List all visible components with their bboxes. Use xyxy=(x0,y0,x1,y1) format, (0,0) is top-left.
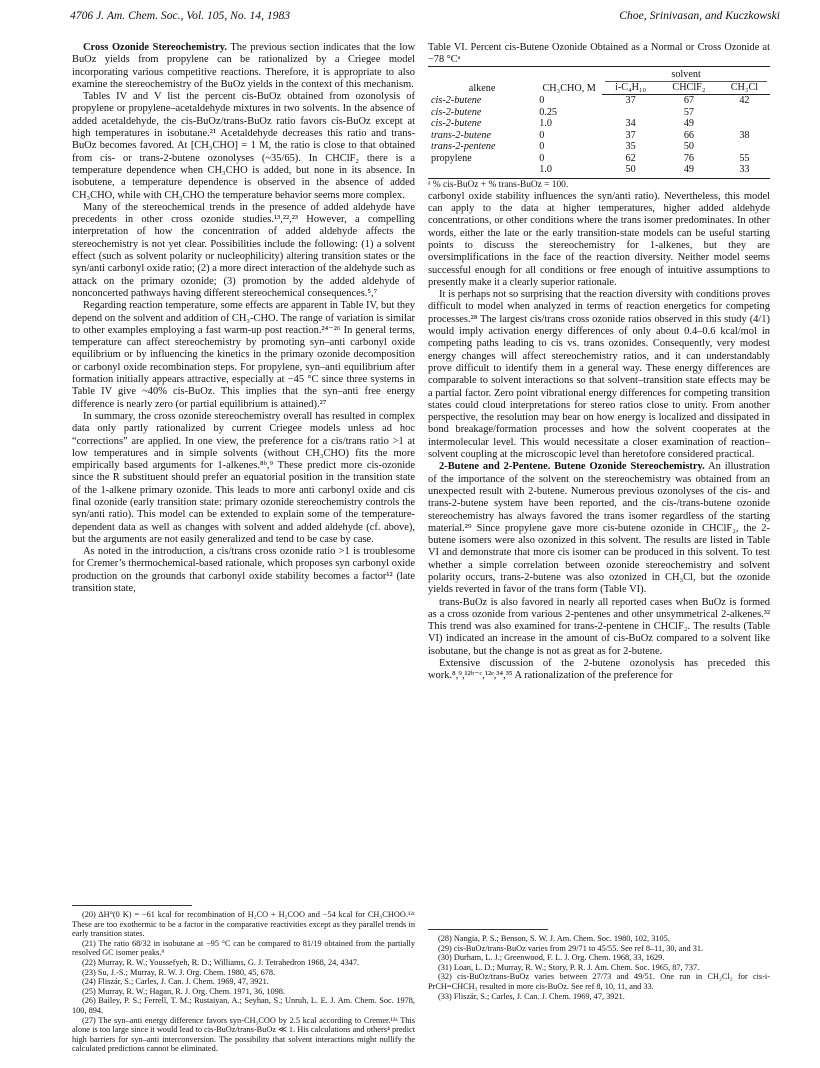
cell: cis-2-butene xyxy=(431,118,482,129)
footnote: (32) cis-BuOz/trans-BuOz varies between 27/73 and 49/51. One run in CH₂Cl₂ for cis-i-PrCH=CHCH₃ resulted in more cis-BuOz. See ref 8, 10, 11, and 33. xyxy=(428,972,770,991)
col-ch3cho: CH₃CHO, M xyxy=(536,67,602,95)
cell: 49 xyxy=(683,118,694,129)
paragraph-text: An illustration of the importance of the solvent on the stereochemistry was obtained from an unexpected result with 2-butene. Numerous previous ozonolyses of the cis- and trans-2-butene system have been reported, and the cis-/trans-butene ozonide stereochemistry has always favored the trans isomer regardless of the starting material.²⁹ Since propylene gave more cis-butene ozonide in CHClF₂, the 2-butene isomers were also ozonized in this solvent. The results are listed in Table VI and demonstrate that more cis isomer can be produced in this solvent. To test whether a simple correlation between ozonide stereochemistry and solvent polarity occurs, trans-2-butene was also ozonized in CH₃Cl, but the ozonide yields reverted in favor of the trans form (Table VI). xyxy=(428,461,771,596)
header-authors: Choe, Srinivasan, and Kuczkowski xyxy=(619,9,780,22)
table-footnote: ᵃ % cis-BuOz + % trans-BuOz = 100. xyxy=(428,179,569,190)
cell: 33 xyxy=(719,164,770,178)
cell: 0.25 xyxy=(539,106,558,118)
cell: cis-2-butene xyxy=(431,95,482,106)
table-row xyxy=(428,107,770,119)
footnote: (21) The ratio 68/32 in isobutane at −95 °C can be compared to 81/19 obtained from the partially resolved GC isomer peaks.⁹ xyxy=(72,938,415,958)
cell xyxy=(719,107,770,119)
cell xyxy=(719,141,770,153)
cell: 57 xyxy=(683,106,694,118)
cell: trans-2-butene xyxy=(431,129,491,141)
paragraph: As noted in the introduction, a cis/trans cross ozonide ratio >1 is troublesome for Cremer’s thermochemical-based rationale, which proposes syn carbonyl oxide production on the grounds that carbonyl oxide stability becomes a factor¹² (late transition state, xyxy=(72,546,415,595)
paragraph: In summary, the cross ozonide stereochemistry overall has resulted in complex data only partly rationalized by current Criegee models unless ad hoc “corrections” are applied. In one view, the preference for a cis/trans ratio >1 at low temperatures and in simple solvents (without CH₃CHO) fits the more empirically based arguments for 1-alkenes.⁸ᵇ,⁹ These predict more cis-ozonide since the R substituent should prefer an equatorial position in the transition state of the 1-alkene primary ozonide. This leads to more anti carbonyl oxide and cis final ozonide (early transition state: primary ozonide stereochemistry controls the syn/anti ratio). This model can be extended to explain some of the temperature-dependent data as well as changes with solvent and added aldehyde (cf. above), but the arguments are not easily generalized and tend to be case by case. xyxy=(72,410,415,545)
cell: 55 xyxy=(739,152,750,164)
table-row xyxy=(428,141,770,153)
paragraph: Extensive discussion of the 2-butene ozonolysis has preceded this work.⁸,⁹,¹²ᵇ⁻ᶜ,¹²ᵉ,³⁴,³⁵ A rationalization of the preference for xyxy=(428,658,770,682)
cell: 0 xyxy=(539,141,545,152)
footnote: (23) Su, J.-S.; Murray, R. W. J. Org. Chem. 1980, 45, 678. xyxy=(82,967,276,977)
cell: 42 xyxy=(739,95,750,106)
cell: 1.0 xyxy=(539,118,552,129)
cell: 50 xyxy=(602,164,659,178)
footnote: (20) ΔH°(0 K) = −61 kcal for recombination of H₂CO + H₂COO and −54 kcal for CH₃CHOO.¹²ᶜ These are too exothermic to be a factor in the comparative reactivities except as they parallel trends in early transition states. xyxy=(72,910,415,939)
footnote: (26) Bailey, P. S.; Ferrell, T. M.; Rustaiyan, A.; Seyhan, S.; Unruh, L. E. J. Am. Chem. Soc. 1978, 100, 894. xyxy=(72,996,415,1015)
table-row xyxy=(428,95,770,107)
header-citation: 4706 J. Am. Chem. Soc., Vol. 105, No. 14, 1983 xyxy=(70,9,291,22)
paragraph xyxy=(72,42,415,91)
cell: 0 xyxy=(539,129,545,141)
cell: 67 xyxy=(683,95,694,106)
cell: 0 xyxy=(539,152,545,164)
cell xyxy=(602,107,659,119)
col-chclf2: CHClF₂ xyxy=(659,82,719,95)
cell: 49 xyxy=(659,164,719,178)
solvent-label: solvent xyxy=(605,69,767,82)
table-row xyxy=(428,118,770,130)
table-row xyxy=(428,130,770,142)
right-column xyxy=(428,42,770,683)
table-row xyxy=(428,153,770,165)
cell xyxy=(719,118,770,130)
table-title: Table VI. Percent cis-Butene Ozonide Obtained as a Normal or Cross Ozonide at −78 °Cᵃ xyxy=(428,42,770,65)
table-row xyxy=(428,164,770,178)
footnote: (22) Murray, R. W.; Youssefyeh, R. D.; Williams, G. J. Tetrahedron 1968, 24, 4347. xyxy=(82,957,360,967)
footnote: (29) cis-BuOz/trans-BuOz varies from 29/71 to 45/55. See ref 8–11, 30, and 31. xyxy=(438,943,704,953)
cell: 0 xyxy=(539,95,545,106)
running-header xyxy=(70,9,780,25)
paragraph: carbonyl oxide stability influences the syn/anti ratio). Nevertheless, this model can apply to the data at higher temperatures, higher added aldehyde concentrations, or other conditions where the trans isomer predominates. In other words, either the late or the early transition-state models can be useful starting points to discuss the stereochemistry for 1-alkenes, but they are oversimplifications in the face of the reaction diversity. Neither model seems successful enough for all conditions or free enough of intuitive assumptions to presently make it a clearly superior rationale. xyxy=(428,190,770,288)
paragraph-text: The previous section indicates that the low BuOz yields from propylene can be rationalized by a Criegee model incorporating various competitive reactions. Therefore, it is appropriate to also examine the stereochemistry of the BuOz yields in the context of this mechanism. xyxy=(72,42,415,90)
paragraph: Many of the stereochemical trends in the presence of added aldehyde have precedents in other cross ozonide studies.¹³,²²,²³ However, a compelling interpretation of how the concentration of added aldehyde affects the stereochemistry is not yet clear. Possibilities include the following: (1) a solvent effect (such as solvent polarity or nucleophilicity) altering transition states or the syn/anti carbonyl oxide ratio; (2) a more direct interaction of the aldehyde such as attack on the primary ozonide; (3) promotion by the added aldehyde of nonconcerted pathways having different stereochemical consequences.⁵,⁷ xyxy=(72,201,415,299)
left-footnotes xyxy=(72,910,415,1054)
paragraph xyxy=(428,461,770,596)
col-isobutane: i-C₄H₁₀ xyxy=(602,82,659,95)
footnote-rule xyxy=(72,905,192,906)
cell: trans-2-pentene xyxy=(431,141,496,152)
section-heading: Cross Ozonide Stereochemistry. xyxy=(83,42,227,53)
col-alkene: alkene xyxy=(428,67,536,95)
paragraph: Tables IV and V list the percent cis-BuOz obtained from ozonolysis of propylene or propylene–acetaldehyde mixtures in two solvents. In the absence of added acetaldehyde, the cis-BuOz/trans-BuOz ratio favors cis-BuOz except at high temperatures in isobutane.²¹ Acetaldehyde decreases this ratio and trans-BuOz becomes favored. At [CH₃CHO] = 1 M, the ratio is close to that obtained from cis- or trans-2-butene ozonolyses (~35/65). In CHClF₂ there is a temperature dependence when CH₃CHO is added, but none in its absence. In isobutene, a temperature dependence is observed in the absence of added CH₃CHO, while with CH₃CHO the temperature behavior seems more complex. xyxy=(72,91,415,201)
footnote: (31) Loan, L. D.; Murray, R. W.; Story, P. R. J. Am. Chem. Soc. 1965, 87, 737. xyxy=(438,962,700,972)
col-solvent xyxy=(602,67,770,82)
cell: propylene xyxy=(431,152,472,164)
paragraph: Regarding reaction temperature, some effects are apparent in Table IV, but they depend on the solvent and addition of CH₃-CHO. The range of variation is similar to other examples employing a fast warm-up post reaction.²⁴⁻²⁶ In general terms, temperature can affect stereochemistry by promoting syn–anti carbonyl oxide equilibrium or by influencing the kinetics in the primary ozonide decomposition or carbonyl oxide recombination steps. For propylene, syn–anti equilibrium after formation initially appears attractive, especially at −45 °C since three systems in Table IV give ~40% cis-BuOz. This implies that the syn–anti free energy difference is nearly zero (or partial equilibrium is attained).²⁷ xyxy=(72,300,415,410)
footnote: (30) Durham, L. J.; Greenwood, F. L. J. Org. Chem. 1968, 33, 1629. xyxy=(438,953,665,963)
section-heading: 2-Butene and 2-Pentene. Butene Ozonide Stereochemistry. xyxy=(439,461,705,473)
paragraph: trans-BuOz is also favored in nearly all reported cases when BuOz is formed as a cross ozonide from various 2-pentenes and other unsymmetrical 2-alkenes.³² This trend was also examined for trans-2-pentene in CHClF₂. The results (Table VI) indicated an increase in the amount of cis-BuOz compared to a solvent like isobutane, but the change is not as great as for 2-butene. xyxy=(428,596,770,657)
cell xyxy=(428,164,536,178)
cell: 1.0 xyxy=(536,164,602,178)
cell: 76 xyxy=(683,152,694,164)
cell: 50 xyxy=(683,141,694,152)
cell: cis-2-butene xyxy=(431,106,482,118)
cell: 38 xyxy=(739,129,750,141)
footnote: (27) The syn–anti energy difference favors syn-CH₃COO by 2.5 kcal according to Cremer.¹²ᵃ This alone is too large since it would lead to cis-BuOz/trans-BuOz ≪ 1. His calculations and others⁴ predict high barriers for syn–anti interconversion. The possibility that solvent interactions might nullify the calculated predictions cannot be eliminated. xyxy=(72,1015,415,1054)
table-vi xyxy=(428,66,770,179)
cell: 37 xyxy=(625,129,636,141)
footnote: (33) Fliszár, S.; Carles, J. Can. J. Chem. 1969, 47, 3921. xyxy=(438,991,625,1001)
cell: 66 xyxy=(683,129,694,141)
footnote: (24) Fliszár, S.; Carles, J. Can. J. Chem. 1969, 47, 3921. xyxy=(82,977,269,987)
footnote: (28) Nangia, P. S.; Benson, S. W. J. Am. Chem. Soc. 1980, 102, 3105. xyxy=(438,934,670,943)
footnote: (25) Murray, R. W.; Hagan, R. J. Org. Chem. 1971, 36, 1098. xyxy=(82,986,286,996)
col-ch3cl: CH₃Cl xyxy=(719,82,770,95)
cell: 35 xyxy=(625,141,636,152)
footnote-rule xyxy=(428,929,548,930)
cell: 34 xyxy=(625,118,636,129)
left-column xyxy=(72,42,415,595)
paragraph: It is perhaps not so surprising that the reaction diversity with conditions proves difficult to model when analyzed in terms of reaction energetics for competing processes.²⁸ The largest cis/trans cross ozonide ratios observed in this study (4/1) would imply activation energy differences of only about 0.4–0.6 kcal/mol in competing paths leading to cis vs. trans ozonides. Consequently, very modest energy changes will affect stereochemistry ratios, and it can understandably prove difficult to identify them in a general way. These energy differences are comparable to solvent interactions so that solvent–transition state effects may be a partial factor. Zero point vibrational energy differences for competing transition states could cloud interpretations for stereo ratios close to unity. From another perspective, the resolution may bear on how energy is localized and dissipated in bond breakage/formation processes and how the solvent cooperates at the intermolecular level. This would necessitate a closer examination of reaction–solvent coupling at the microscopic level than heretofore considered practical. xyxy=(428,289,770,461)
right-footnotes xyxy=(428,934,770,1001)
cell: 62 xyxy=(625,152,636,164)
cell: 37 xyxy=(625,95,636,106)
